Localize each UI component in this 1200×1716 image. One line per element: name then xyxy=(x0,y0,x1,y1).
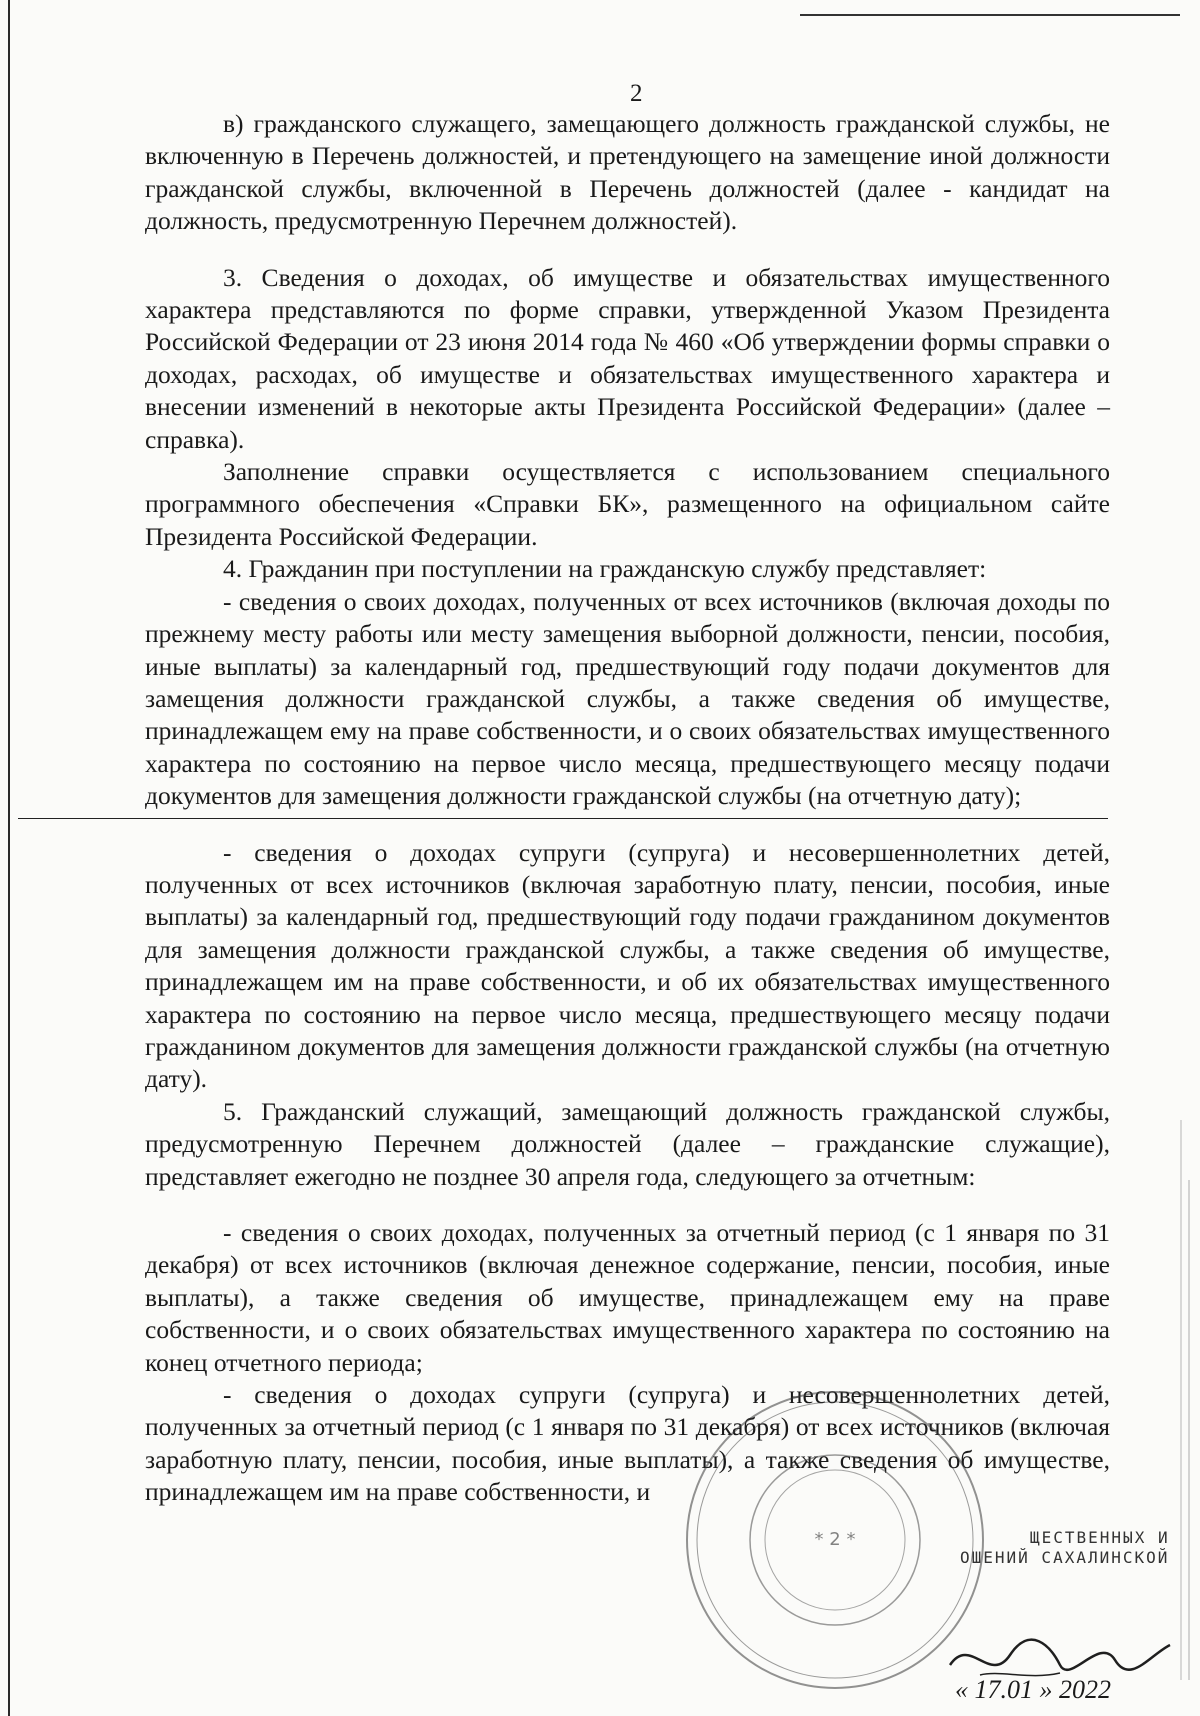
paragraph-4: 4. Гражданин при поступлении на гражданскую службу представляет: xyxy=(223,554,987,584)
scan-noise xyxy=(1160,1100,1200,1700)
stamp-overlay-text-1: ЩЕСТВЕННЫХ И xyxy=(1030,1528,1170,1547)
header-rule xyxy=(800,14,1180,16)
scan-edge-line xyxy=(8,0,10,1716)
svg-text:* 2 *: * 2 * xyxy=(814,1529,856,1550)
stamp-overlay-text-2: ОШЕНИЙ САХАЛИНСКОЙ xyxy=(960,1548,1170,1567)
paragraph-5-own-income: - сведения о своих доходах, полученных за отчетный период (с 1 января по 31 декабря) от всех источников (включая денежное содержание, пенсии, пособия, иные выплаты), а также сведения об имуществе, принадлежащем ему на праве собственности, и о своих обязательствах имущественного характера по состоянию на конец отчетного периода; xyxy=(145,1218,1110,1377)
paragraph-v: в) гражданского служащего, замещающего должность гражданской службы, не включенную в Перечень должностей, и претендующего на замещение иной должности гражданской службы, включенной в Перечень должностей (далее - кандидат на должность, предусмотренную Перечнем должностей). xyxy=(145,109,1110,236)
paragraph-5: 5. Гражданский служащий, замещающий должность гражданской службы, предусмотренную Перечнем должностей (далее – гражданские служащие), представляет ежегодно не позднее 30 апреля года, следующего за отчетным: xyxy=(145,1096,1110,1191)
paragraph-4-own-income: - сведения о своих доходах, полученных от всех источников (включая доходы по прежнему месту работы или месту замещения выборной должности, пенсии, пособия, иные выплаты) за календарный год, предшествующий году подачи документов для замещения должности гражданской службы, а также сведения об имуществе, принадлежащем ему на праве собственности, и о своих обязательствах имущественного характера по состоянию на первое число месяца, предшествующего месяцу подачи документов для замещения должности гражданской службы (на отчетную дату); xyxy=(145,586,1110,811)
paragraph-4-spouse-income: - сведения о доходах супруги (супруга) и несовершеннолетних детей, полученных от всех источников (включая заработную плату, пенсии, пособия, иные выплаты) за календарный год, предшествующий году подачи гражданином документов для замещения должности гражданской службы, а также сведения об имуществе, принадлежащем им на праве собственности, и об их обязательствах имущественного характера по состоянию на первое число месяца, предшествующего месяцу подачи гражданином документов для замещения должности гражданской службы (на отчетную дату). xyxy=(145,837,1110,1094)
document-body xyxy=(145,108,1110,1509)
paragraph-3-fill: Заполнение справки осуществляется с использованием специального программного обеспечения «Справки БК», размещенного на официальном сайте Президента Российской Федерации. xyxy=(145,457,1110,551)
paragraph-3: 3. Сведения о доходах, об имуществе и обязательствах имущественного характера представляются по форме справки, утвержденной Указом Президента Российской Федерации от 23 июня 2014 года № 460 «Об утверждении формы справки о доходах, расходах, об имуществе и обязательствах имущественного характера и внесении изменений в некоторые акты Президента Российской Федерации» (далее – справка). xyxy=(145,262,1110,454)
signature-date: « 17.01 » 2022 xyxy=(955,1675,1111,1704)
page-number: 2 xyxy=(630,80,643,107)
paragraph-5-spouse-income: - сведения о доходах супруги (супруга) и несовершеннолетних детей, полученных за отчетный период (с 1 января по 31 декабря) от всех источников (включая заработную плату, пенсии, пособия, иные выплаты), а также сведения об имуществе, принадлежащем им на праве собственности, и xyxy=(145,1380,1110,1507)
scan-strike-line xyxy=(18,818,1108,819)
